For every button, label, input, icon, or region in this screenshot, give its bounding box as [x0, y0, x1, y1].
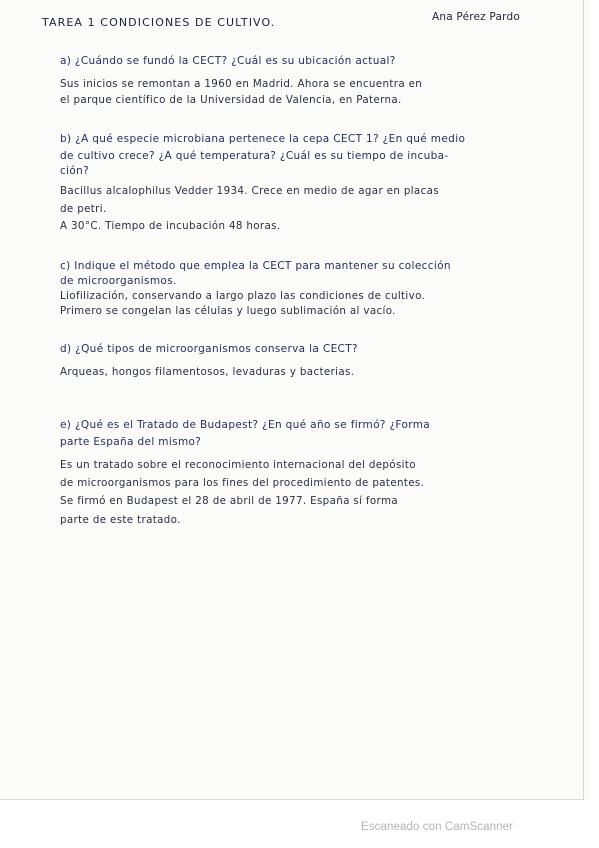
question-a-line-1: a) ¿Cuándo se fundó la CECT? ¿Cuál es su ubicación actual? — [60, 55, 396, 67]
answer-c-line-2: Primero se congelan las células y luego sublimación al vacío. — [60, 305, 396, 317]
page-edge-bottom — [0, 799, 584, 800]
camscanner-watermark: Escaneado con CamScanner — [361, 821, 513, 833]
question-c-line-1: c) Indique el método que emplea la CECT para mantener su colección — [60, 260, 451, 272]
answer-e-line-4: parte de este tratado. — [60, 514, 181, 526]
answer-e-line-1: Es un tratado sobre el reconocimiento internacional del depósito — [60, 459, 416, 471]
answer-b-line-1: Bacillus alcalophilus Vedder 1934. Crece en medio de agar en placas — [60, 185, 439, 197]
answer-e-line-3: Se firmó en Budapest el 28 de abril de 1977. España sí forma — [60, 495, 399, 507]
answer-e-line-2: de microorganismos para los fines del procedimiento de patentes. — [60, 477, 425, 489]
answer-b-line-2: de petri. — [60, 203, 107, 215]
answer-a-line-2: el parque científico de la Universidad de Valencia, en Paterna. — [60, 94, 402, 106]
document-title: TAREA 1 CONDICIONES DE CULTIVO. — [42, 16, 276, 29]
question-b-line-1: b) ¿A qué especie microbiana pertenece la cepa CECT 1? ¿En qué medio — [60, 133, 466, 145]
question-b-line-2: de cultivo crece? ¿A qué temperatura? ¿Cuál es su tiempo de incuba- — [60, 150, 449, 162]
question-c-line-2: de microorganismos. — [60, 275, 177, 287]
question-e-line-2: parte España del mismo? — [60, 436, 202, 448]
answer-d-line-1: Arqueas, hongos filamentosos, levaduras y bacterias. — [60, 366, 355, 378]
author-name: Ana Pérez Pardo — [432, 11, 520, 23]
answer-c-line-1: Liofilización, conservando a largo plazo las condiciones de cultivo. — [60, 290, 426, 302]
page-edge-right — [583, 0, 584, 800]
question-d-line-1: d) ¿Qué tipos de microorganismos conserva la CECT? — [60, 343, 358, 355]
question-e-line-1: e) ¿Qué es el Tratado de Budapest? ¿En qué año se firmó? ¿Forma — [60, 419, 431, 431]
answer-b-line-3: A 30°C. Tiempo de incubación 48 horas. — [60, 220, 281, 232]
answer-a-line-1: Sus inicios se remontan a 1960 en Madrid. Ahora se encuentra en — [60, 78, 423, 90]
question-b-line-3: ción? — [60, 165, 90, 177]
